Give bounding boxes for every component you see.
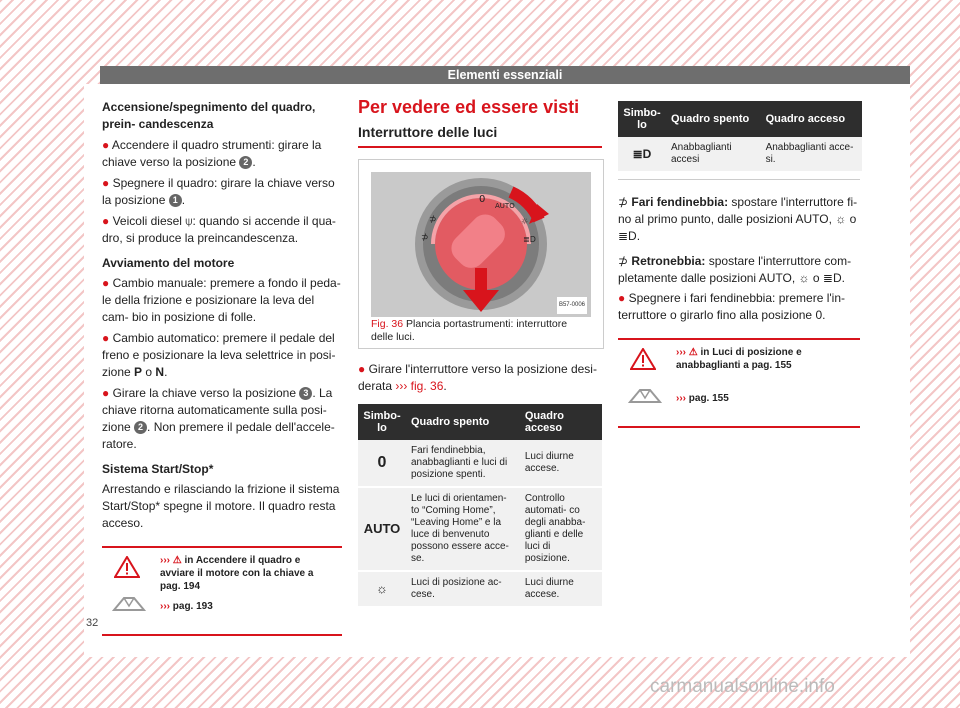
column-left: [102, 99, 342, 636]
table-row: [618, 137, 862, 172]
bullet-icon: ●: [102, 331, 110, 345]
warning-triangle-icon: [114, 556, 140, 578]
position-badge: 2: [134, 421, 147, 434]
heading-ignition: Accensione/spegnimento del quadro, prein- candescenza: [102, 100, 316, 131]
position-badge: 3: [299, 387, 312, 400]
page-number: 32: [86, 617, 99, 629]
table-cell: Luci di posizione ac- cese.: [406, 571, 520, 607]
table-header-symbol: Simbo- lo: [358, 404, 406, 440]
warning-box: [618, 338, 860, 428]
table-cell-symbol: ≣D: [618, 137, 666, 172]
svg-text:0: 0: [479, 194, 486, 205]
table-header-off: Quadro spento: [406, 404, 520, 440]
table-cell-symbol: ☼: [358, 571, 406, 607]
table-row: [358, 440, 602, 487]
table-header-symbol: Simbo- lo: [618, 101, 666, 137]
bullet-turn-on: ● Accendere il quadro strumenti: girare la chiave verso la posizione 2 .: [102, 138, 322, 169]
watermark: carmanualsonline.info: [650, 676, 835, 697]
bullet-turn-off: ● Spegnere il quadro: girare la chiave verso la posizione 1 .: [102, 176, 335, 207]
figure-caption: Fig. 36 Plancia portastrumenti: interruttore delle luci.: [371, 318, 568, 343]
light-switch-drawing: [371, 172, 591, 317]
table-cell: Anabbaglianti acce- si.: [761, 137, 862, 172]
table-header-on: Quadro acceso: [520, 404, 602, 440]
paragraph-rear-fog: ⊅ Retronebbia: spostare l'interruttore com- pletamente dalle posizioni AUTO, ☼ o ≣D.: [618, 254, 852, 285]
bullet-icon: ●: [102, 386, 110, 400]
bullet-icon: ●: [102, 214, 110, 228]
table-cell-symbol: 0: [358, 440, 406, 487]
warning-triangle-icon: [630, 348, 656, 370]
svg-text:⊅: ⊅: [429, 215, 437, 225]
table-cell: Fari fendinebbia, anabbaglianti e luci di posizione spenti.: [406, 440, 520, 487]
table-cell: Luci diurne accese.: [520, 440, 602, 487]
light-switch-illustration: [371, 172, 591, 317]
svg-text:☼: ☼: [521, 217, 529, 226]
figure-36: [358, 159, 604, 349]
bullet-icon: ●: [358, 362, 366, 376]
rear-fog-light-icon: ⊅: [618, 254, 629, 268]
manual-reference[interactable]: ››› pag. 155: [676, 393, 729, 404]
table-cell: Controllo automati- co degli anabba- glianti e delle luci di posizione.: [520, 487, 602, 571]
bullet-diesel: ● Veicoli diesel ⍦: quando si accende il qua- dro, si produce la preincandescenza.: [102, 214, 336, 245]
bullet-automatic: ● Cambio automatico: premere il pedale del freno e posizionare la leva selettrice in posi- zione P o N.: [102, 331, 336, 379]
position-badge: 1: [169, 194, 182, 207]
manual-book-icon: [112, 592, 146, 614]
svg-text:AUTO: AUTO: [495, 202, 515, 210]
table-row: [358, 487, 602, 571]
table-header-on: Quadro acceso: [761, 101, 862, 137]
column-middle: [358, 99, 602, 608]
table-cell: Le luci di orientamen- to “Coming Home”, “Leaving Home” e la luce di benvenuto possono essere acce- se.: [406, 487, 520, 571]
table-header-off: Quadro spento: [666, 101, 761, 137]
table-cell: Luci diurne accese.: [520, 571, 602, 607]
bullet-fog-off: ● Spegnere i fari fendinebbia: premere l'in- terruttore o girarlo fino alla posizione 0.: [618, 291, 845, 322]
figure-link[interactable]: ››› fig. 36: [395, 379, 444, 393]
heading-start-engine: Avviamento del motore: [102, 256, 235, 270]
warning-reference[interactable]: ››› ⚠ in Luci di posizione e anabbaglianti a pag. 155: [676, 347, 802, 371]
bullet-icon: ●: [102, 276, 110, 290]
bullet-manual: ● Cambio manuale: premere a fondo il peda- le della frizione e posizionare la leva del cam- bio in posizione di folle.: [102, 276, 341, 324]
table-cell-symbol: AUTO: [358, 487, 406, 571]
figure-code: B57-0006: [557, 297, 587, 314]
manual-reference[interactable]: ››› pag. 193: [160, 601, 213, 612]
chapter-header: Elementi essenziali: [100, 66, 910, 84]
position-badge: 2: [239, 156, 252, 169]
warning-box: [102, 546, 342, 636]
bullet-icon: ●: [618, 291, 626, 305]
light-switch-table: [358, 404, 602, 608]
paragraph-fog-lights: ⊅ Fari fendinebbia: spostare l'interruttore fi- no al primo punto, dalle posizioni AUTO, ☼ o ≣D.: [618, 195, 858, 243]
heading-start-stop: Sistema Start/Stop*: [102, 462, 214, 476]
manual-book-icon: [628, 384, 662, 406]
table-row: [358, 571, 602, 607]
light-switch-table-continued: [618, 101, 862, 173]
column-right: [618, 99, 860, 428]
svg-text:⊅: ⊅: [421, 233, 429, 243]
svg-text:≣D: ≣D: [523, 235, 536, 244]
section-title: Per vedere ed essere visti: [358, 97, 580, 117]
bullet-turn-key: ● Girare la chiave verso la posizione 3 . La chiave ritorna automaticamente sulla posi- zione 2 . Non premere il pedale dell'accele- ratore.: [102, 386, 335, 451]
fog-light-icon: ⊅: [618, 195, 629, 209]
bullet-turn-switch: ● Girare l'interruttore verso la posizione desi- derata ››› fig. 36.: [358, 362, 597, 393]
paragraph-start-stop: Arrestando e rilasciando la frizione il sistema Start/Stop* spegne il motore. Il quadro resta acceso.: [102, 482, 340, 530]
warning-reference[interactable]: ››› ⚠ in Accendere il quadro e avviare il motore con la chiave a pag. 194: [160, 555, 314, 592]
section-subtitle: Interruttore delle luci: [358, 124, 602, 148]
bullet-icon: ●: [102, 138, 110, 152]
table-cell: Anabbaglianti accesi: [666, 137, 761, 172]
bullet-icon: ●: [102, 176, 110, 190]
